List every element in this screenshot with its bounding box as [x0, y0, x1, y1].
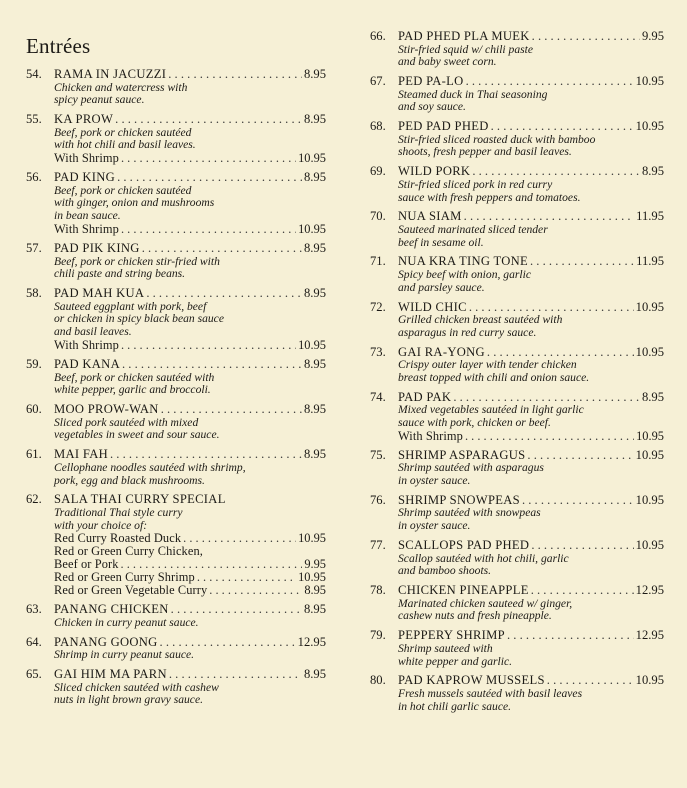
menu-item-price: 10.95: [635, 492, 664, 507]
menu-item-name: PAD MAH KUA: [54, 286, 145, 301]
option-name: With Shrimp: [54, 151, 119, 166]
option-price: 8.95: [304, 583, 326, 598]
dot-leader: [121, 152, 296, 165]
menu-item-description: and baby sweet corn.: [398, 55, 497, 69]
menu-item-description: Shrimp in curry peanut sauce.: [54, 648, 195, 662]
menu-item-description: breast topped with chili and onion sauce.: [398, 370, 590, 384]
menu-item-header: [370, 449, 664, 463]
menu-item-description: Beef, pork or chicken sautéed with: [54, 370, 215, 384]
menu-item-name: PAD PIK KING: [54, 241, 140, 256]
menu-item-header: [370, 629, 664, 643]
menu-item-header: [370, 75, 664, 89]
menu-item-price: 12.95: [297, 634, 326, 649]
menu-item-header: [370, 210, 664, 224]
menu-item-number: 76.: [370, 492, 386, 507]
menu-item: [26, 668, 326, 707]
menu-item-name: CHICKEN PINEAPPLE: [398, 583, 529, 598]
menu-item-header: [370, 539, 664, 553]
dot-leader: [491, 120, 634, 134]
menu-item-price: 10.95: [635, 344, 664, 359]
menu-item-header: [370, 165, 664, 179]
dot-leader: [168, 68, 302, 82]
menu-item-price: 10.95: [635, 74, 664, 89]
menu-item-description: Sauteed eggplant with pork, beef: [54, 299, 207, 313]
menu-item-name: RAMA IN JACUZZI: [54, 67, 167, 81]
option-name: With Shrimp: [54, 222, 119, 237]
menu-item-name: PANANG GOONG: [54, 634, 158, 649]
menu-item-price: 12.95: [635, 628, 664, 643]
dot-leader: [110, 448, 302, 462]
dot-leader: [530, 255, 634, 269]
menu-item-price: 8.95: [303, 170, 326, 185]
menu-item-price: 8.95: [303, 667, 326, 682]
option-price: 9.95: [304, 557, 326, 572]
menu-item-name: WILD PORK: [398, 164, 471, 179]
menu-item-description: in hot chili garlic sauce.: [398, 699, 512, 713]
menu-item-number: 68.: [370, 119, 386, 134]
menu-item-description: Marinated chicken sauteed w/ ginger,: [398, 596, 573, 610]
menu-item-name: SHRIMP SNOWPEAS: [398, 492, 520, 507]
menu-item-description: with your choice of:: [54, 518, 148, 532]
menu-item-description: Fresh mussels sautéed with basil leaves: [398, 686, 583, 700]
menu-item-description: and parsley sauce.: [398, 280, 485, 294]
dot-leader: [532, 30, 640, 44]
menu-item-name: SCALLOPS PAD PHED: [398, 538, 530, 553]
dot-leader: [122, 358, 302, 372]
menu-item-header: [370, 301, 664, 315]
menu-item-header: [26, 68, 326, 82]
menu-item-header: [370, 494, 664, 508]
menu-item: [370, 75, 664, 114]
menu-item-price: 10.95: [635, 673, 664, 688]
menu-item-description: Grilled chicken breast sautéed with: [398, 313, 563, 327]
dot-leader: [197, 571, 296, 584]
menu-item-price: 10.95: [635, 299, 664, 314]
menu-item-description: pork, egg and black mushrooms.: [54, 473, 205, 487]
dot-leader: [487, 346, 634, 360]
menu-item-description: Chicken and watercress with: [54, 80, 188, 94]
menu-item-option: [54, 339, 326, 352]
dot-leader: [531, 584, 634, 598]
menu-item-description: white pepper, garlic and broccoli.: [54, 383, 211, 397]
menu-item-header: [26, 668, 326, 682]
menu-item-header: [26, 113, 326, 127]
menu-item-price: 10.95: [635, 447, 664, 462]
menu-item: [370, 539, 664, 578]
menu-item-description: Crispy outer layer with tender chicken: [398, 358, 577, 372]
menu-item: [370, 494, 664, 533]
menu-item-number: 67.: [370, 74, 386, 89]
menu-item-option: [398, 430, 664, 443]
menu-item-option: [54, 584, 326, 597]
menu-item-description: and soy sauce.: [398, 100, 466, 114]
menu-item: [370, 449, 664, 488]
menu-item-header: [26, 171, 326, 185]
dot-leader: [169, 668, 302, 682]
menu-item: [26, 287, 326, 352]
menu-item-number: 57.: [26, 241, 42, 256]
menu-item-price: 12.95: [635, 583, 664, 598]
right-column: [370, 0, 664, 719]
dot-leader: [527, 449, 633, 463]
menu-item-description: Beef, pork or chicken sautéed: [54, 183, 192, 197]
menu-item-number: 78.: [370, 583, 386, 598]
menu-item-number: 64.: [26, 634, 42, 649]
menu-item-price: 8.95: [303, 602, 326, 617]
menu-item-number: 54.: [26, 67, 42, 81]
menu-item-number: 58.: [26, 286, 42, 301]
menu-item-price: 8.95: [303, 447, 326, 462]
menu-item-number: 71.: [370, 254, 386, 269]
menu-item: [370, 255, 664, 294]
menu-item-price: 8.95: [303, 241, 326, 256]
menu-item-name: NUA SIAM: [398, 209, 462, 224]
menu-item-number: 72.: [370, 299, 386, 314]
menu-item-description: Cellophane noodles sautéed with shrimp,: [54, 460, 246, 474]
menu-item-number: 73.: [370, 344, 386, 359]
menu-item-description: Beef, pork or chicken stir-fried with: [54, 254, 220, 268]
menu-item-price: 10.95: [635, 538, 664, 553]
menu-item-header: [26, 493, 326, 507]
dot-leader: [547, 674, 634, 688]
menu-item-header: [370, 120, 664, 134]
menu-item-price: 8.95: [303, 402, 326, 417]
left-column: [26, 0, 326, 713]
menu-item-description: Stir-fried sliced roasted duck with bamboo: [398, 132, 596, 146]
dot-leader: [469, 301, 634, 315]
menu-item-name: MAI FAH: [54, 447, 108, 462]
menu-item-number: 56.: [26, 170, 42, 185]
menu-item-number: 60.: [26, 402, 42, 417]
menu-item: [370, 301, 664, 340]
menu-item-name: KA PROW: [54, 112, 114, 127]
menu-item-description: in oyster sauce.: [398, 474, 471, 488]
option-price: 10.95: [636, 428, 664, 443]
menu-item-description: Shrimp sauteed with: [398, 641, 493, 655]
dot-leader: [507, 629, 634, 643]
option-price: 10.95: [298, 338, 326, 353]
menu-item-description: shoots, fresh pepper and basil leaves.: [398, 145, 572, 159]
menu-item-price: 8.95: [641, 164, 664, 179]
menu-item-name: PAD KAPROW MUSSELS: [398, 673, 545, 688]
menu-item-description: cashew nuts and fresh pineapple.: [398, 609, 552, 623]
menu-item: [26, 68, 326, 107]
dot-leader: [142, 242, 302, 256]
menu-item-description: white pepper and garlic.: [398, 654, 512, 668]
menu-item-header: [370, 391, 664, 405]
menu-item-name: WILD CHIC: [398, 299, 467, 314]
menu-item-price: 11.95: [636, 209, 664, 224]
menu-item-name: PED PAD PHED: [398, 119, 489, 134]
menu-item-header: [370, 346, 664, 360]
menu-item-description: Mixed vegetables sautéed in light garlic: [398, 403, 584, 417]
menu-item-price: 8.95: [303, 286, 326, 301]
menu-item-description: Steamed duck in Thai seasoning: [398, 87, 548, 101]
menu-item-price: 8.95: [303, 357, 326, 372]
menu-item-number: 75.: [370, 447, 386, 462]
menu-item: [26, 358, 326, 397]
menu-item-number: 55.: [26, 112, 42, 127]
menu-item-description: with ginger, onion and mushrooms: [54, 196, 215, 210]
menu-item-name: PAD PAK: [398, 389, 452, 404]
menu-item-name: PEPPERY SHRIMP: [398, 628, 505, 643]
option-name: Beef or Pork: [54, 557, 119, 572]
dot-leader: [531, 539, 633, 553]
dot-leader: [115, 113, 302, 127]
menu-item-description: Stir-fried sliced pork in red curry: [398, 177, 553, 191]
menu-item-price: 10.95: [635, 119, 664, 134]
option-price: 10.95: [298, 151, 326, 166]
menu-item-description: in oyster sauce.: [398, 519, 471, 533]
menu-item-description: Sliced chicken sautéed with cashew: [54, 680, 219, 694]
menu-item: [370, 210, 664, 249]
left-menu-list: [26, 68, 326, 707]
dot-leader: [160, 636, 296, 650]
menu-item-description: beef in sesame oil.: [398, 235, 484, 249]
menu-item: [370, 391, 664, 443]
dot-leader: [209, 584, 302, 597]
menu-item-name: GAI RA-YONG: [398, 344, 485, 359]
menu-item-number: 62.: [26, 492, 42, 507]
menu-item-description: sauce with pork, chicken or beef.: [398, 416, 551, 430]
menu-item: [370, 165, 664, 204]
menu-item: [370, 30, 664, 69]
dot-leader: [146, 287, 302, 301]
menu-item: [26, 493, 326, 597]
dot-leader: [466, 75, 634, 89]
dot-leader: [121, 339, 296, 352]
menu-item-description: in bean sauce.: [54, 209, 121, 223]
menu-item-price: 8.95: [641, 389, 664, 404]
menu-item-price: 8.95: [303, 67, 326, 81]
menu-item-header: [26, 242, 326, 256]
menu-item: [26, 448, 326, 487]
menu-item-option: [54, 152, 326, 165]
menu-item-header: [370, 30, 664, 44]
menu-item-description: and basil leaves.: [54, 325, 132, 339]
menu-item: [26, 403, 326, 442]
menu-item-header: [370, 255, 664, 269]
dot-leader: [453, 391, 640, 405]
menu-item-description: Sliced pork sautéed with mixed: [54, 415, 199, 429]
menu-item-price: 11.95: [636, 254, 664, 269]
menu-item-name: PAD KING: [54, 170, 116, 185]
menu-item: [370, 674, 664, 713]
option-price: 10.95: [298, 531, 326, 546]
menu-item-number: 70.: [370, 209, 386, 224]
menu-heading: Entrées: [26, 34, 91, 58]
option-name: With Shrimp: [54, 338, 119, 353]
menu-item-header: [26, 358, 326, 372]
menu-item-header: [26, 403, 326, 417]
menu-item-header: [26, 636, 326, 650]
menu-item-name: GAI HIM MA PARN: [54, 667, 167, 682]
menu-item-description: Sauteed marinated sliced tender: [398, 222, 548, 236]
option-name: Red or Green Vegetable Curry: [54, 583, 208, 598]
menu-item-name: PED PA-LO: [398, 74, 464, 89]
menu-item-description: Traditional Thai style curry: [54, 505, 183, 519]
menu-item-number: 74.: [370, 389, 386, 404]
menu-item-description: Shrimp sautéed with snowpeas: [398, 506, 541, 520]
menu-item-header: [26, 287, 326, 301]
menu-item-name: PANANG CHICKEN: [54, 602, 169, 617]
option-name: Red or Green Curry Shrimp: [54, 570, 195, 585]
menu-item-number: 65.: [26, 667, 42, 682]
dot-leader: [121, 223, 296, 236]
menu-item-number: 59.: [26, 357, 42, 372]
menu-item-header: [370, 674, 664, 688]
menu-item-header: [26, 603, 326, 617]
menu-item-name: MOO PROW-WAN: [54, 402, 159, 417]
menu-item: [26, 603, 326, 629]
dot-leader: [171, 603, 302, 617]
menu-item: [370, 120, 664, 159]
menu-item-description: nuts in light brown gravy sauce.: [54, 693, 203, 707]
dot-leader: [161, 403, 302, 417]
menu-item-number: 66.: [370, 29, 386, 43]
dot-leader: [465, 430, 634, 443]
menu-item-number: 79.: [370, 628, 386, 643]
menu-item-name: PAD KANA: [54, 357, 120, 372]
dot-leader: [464, 210, 634, 224]
menu-item: [370, 584, 664, 623]
dot-leader: [117, 171, 302, 185]
menu-item-description: sauce with fresh peppers and tomatoes.: [398, 190, 581, 204]
menu-item: [370, 629, 664, 668]
option-name: Red Curry Roasted Duck: [54, 531, 182, 546]
menu-item-description: asparagus in red curry sauce.: [398, 325, 537, 339]
menu-item-description: Scallop sautéed with hot chili, garlic: [398, 551, 569, 565]
menu-item-description: Stir-fried squid w/ chili paste: [398, 42, 534, 56]
menu-item-description: or chicken in spicy black bean sauce: [54, 312, 224, 326]
menu-item-description: Chicken in curry peanut sauce.: [54, 615, 199, 629]
option-price: 10.95: [298, 570, 326, 585]
menu-item: [26, 636, 326, 662]
menu-item: [26, 242, 326, 281]
menu-item-header: [26, 448, 326, 462]
menu-item-name: SHRIMP ASPARAGUS: [398, 447, 526, 462]
menu-item-description: and bamboo shoots.: [398, 564, 492, 578]
dot-leader: [472, 165, 640, 179]
menu-item: [26, 113, 326, 165]
menu-item-name: NUA KRA TING TONE: [398, 254, 528, 269]
menu-item: [26, 171, 326, 236]
menu-item-description: spicy peanut sauce.: [54, 93, 145, 107]
menu-item-number: 80.: [370, 673, 386, 688]
option-name: Red or Green Curry Chicken,: [54, 544, 203, 559]
menu-item: [370, 346, 664, 385]
menu-item-description: Beef, pork or chicken sautéed: [54, 125, 192, 139]
menu-item-description: with hot chili and basil leaves.: [54, 138, 196, 152]
menu-item-header: [370, 584, 664, 598]
menu-item-price: 9.95: [641, 29, 664, 43]
dot-leader: [522, 494, 634, 508]
option-name: With Shrimp: [398, 428, 463, 443]
menu-item-number: 61.: [26, 447, 42, 462]
menu-item-number: 69.: [370, 164, 386, 179]
menu-item-description: chili paste and string beans.: [54, 267, 186, 281]
menu-item-description: Spicy beef with onion, garlic: [398, 267, 531, 281]
menu-item-description: vegetables in sweet and sour sauce.: [54, 428, 220, 442]
menu-item-number: 77.: [370, 538, 386, 553]
menu-item-price: 8.95: [303, 112, 326, 127]
menu-item-description: Shrimp sautéed with asparagus: [398, 461, 544, 475]
menu-item-number: 63.: [26, 602, 42, 617]
menu-item-name: SALA THAI CURRY SPECIAL: [54, 492, 226, 507]
menu-item-option: [54, 223, 326, 236]
menu-item-name: PAD PHED PLA MUEK: [398, 29, 530, 43]
option-price: 10.95: [298, 222, 326, 237]
right-menu-list: [370, 30, 664, 713]
